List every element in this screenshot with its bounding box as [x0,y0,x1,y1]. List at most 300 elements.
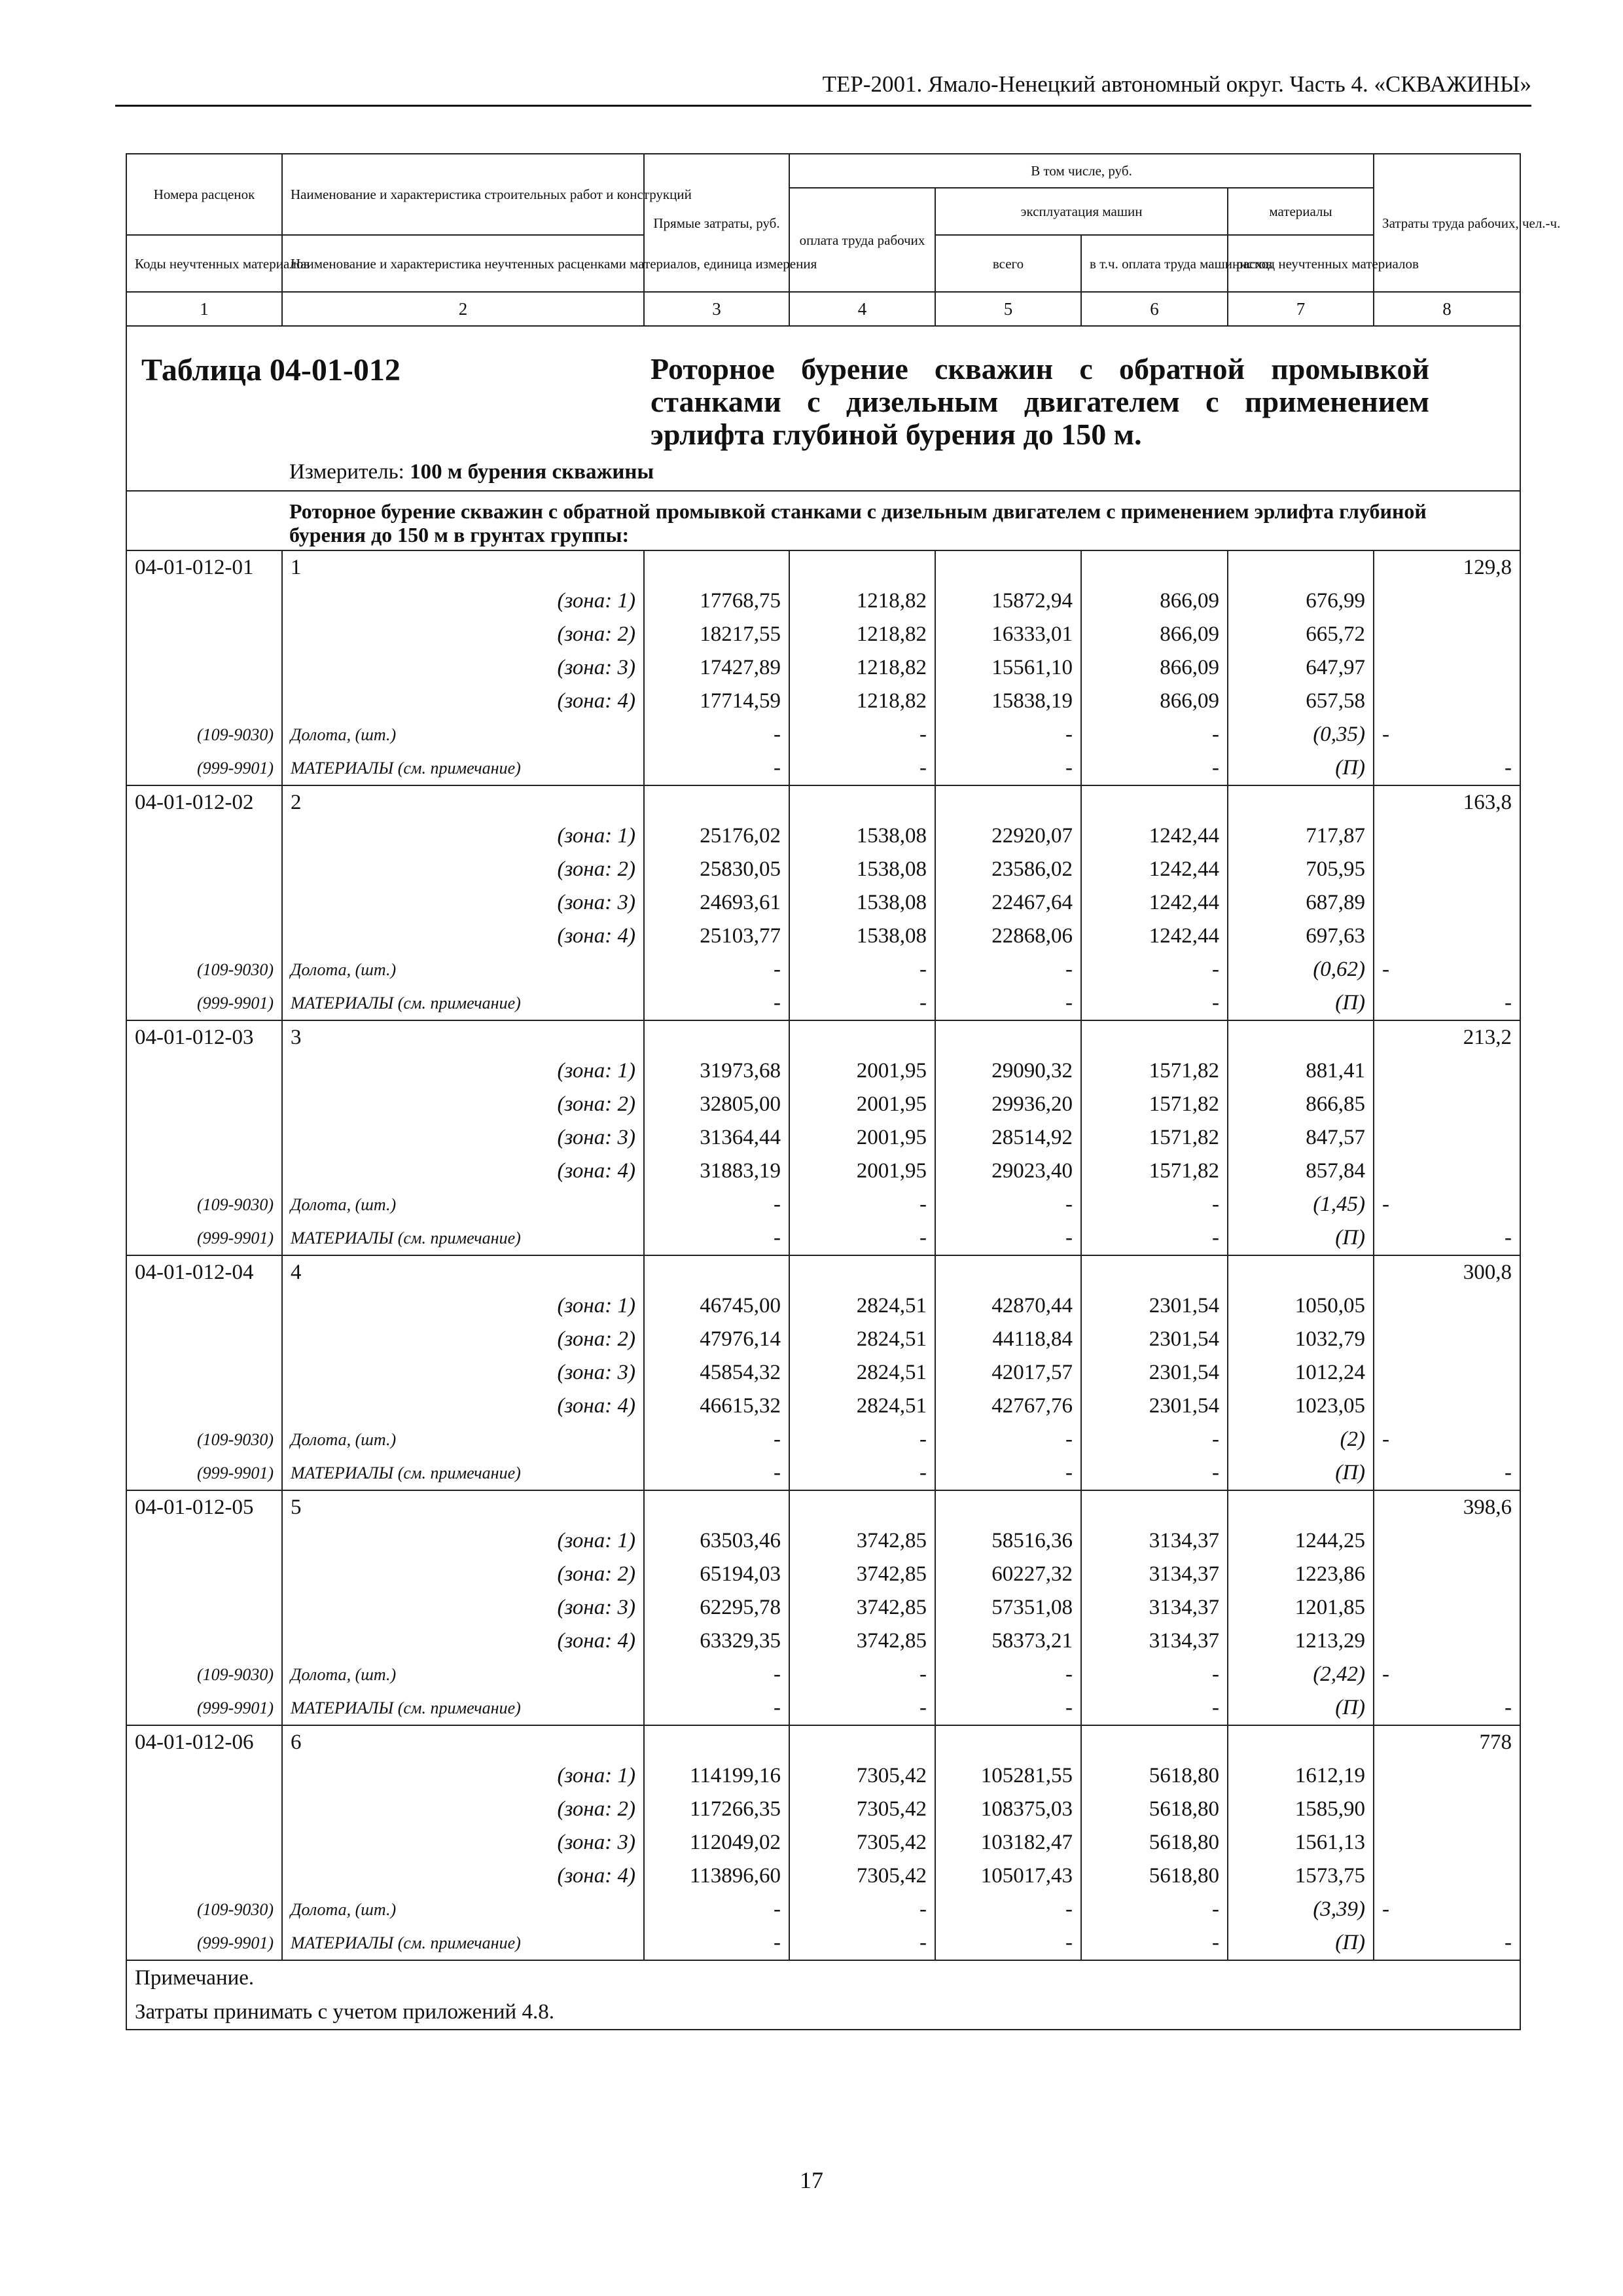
materials: 1573,75 [1228,1859,1374,1893]
table-subtitle-block [126,491,1520,550]
direct-costs: 31973,68 [644,1054,789,1088]
materials: 1050,05 [1228,1289,1374,1323]
materials: 647,97 [1228,651,1374,685]
zone-label: (зона: 3) [282,1121,644,1155]
direct-costs: 46615,32 [644,1390,789,1423]
wages: 1538,08 [789,920,935,953]
zone-label: (зона: 4) [282,685,644,718]
empty-cell [644,785,789,819]
zone-label: (зона: 4) [282,1155,644,1188]
zone-row [126,1591,1520,1624]
zone-label: (зона: 4) [282,1390,644,1423]
machines-total: 42767,76 [935,1390,1081,1423]
machinists-wages: 1242,44 [1081,819,1228,853]
machines-total: 15838,19 [935,685,1081,718]
rate-row [126,550,1520,584]
direct-costs: 17768,75 [644,584,789,618]
empty-cell [644,1255,789,1289]
machines-total: 42870,44 [935,1289,1081,1323]
empty-cell [126,1826,282,1859]
empty-cell [1374,920,1520,953]
materials: 881,41 [1228,1054,1374,1088]
header-materials: материалы [1228,188,1374,235]
empty-cell [1374,853,1520,886]
empty-cell [1081,1725,1228,1759]
header-rule [115,105,1531,107]
zone-label: (зона: 1) [282,1289,644,1323]
header-direct-costs: Прямые затраты, руб. [644,154,789,292]
zone-label: (зона: 1) [282,819,644,853]
empty-cell [1081,1020,1228,1054]
header-material-codes: Коды неучтенных материалов [126,235,282,292]
dash: - [1374,1221,1520,1255]
dash: - [1081,1893,1228,1926]
material-name: Долота, (шт.) [282,1188,644,1221]
dash: - [644,1188,789,1221]
rates-table [126,153,1561,2030]
zone-label: (зона: 2) [282,1323,644,1356]
empty-cell [1081,550,1228,584]
dash: - [789,953,935,986]
material-qty: (П) [1228,1926,1374,1960]
machinists-wages: 2301,54 [1081,1356,1228,1390]
empty-cell [126,1759,282,1793]
wages: 2001,95 [789,1088,935,1121]
material-name: МАТЕРИАЛЫ (см. примечание) [282,1456,644,1490]
machinists-wages: 2301,54 [1081,1390,1228,1423]
empty-cell [1374,1323,1520,1356]
empty-cell [789,785,935,819]
material-code: (109-9030) [126,1423,282,1456]
zone-row [126,1759,1520,1793]
soil-group: 6 [282,1725,644,1759]
rate-row [126,1020,1520,1054]
header-machines-total: всего [935,235,1081,292]
material-code: (109-9030) [126,1658,282,1691]
empty-cell [935,1490,1081,1524]
dash: - [935,986,1081,1020]
direct-costs: 32805,00 [644,1088,789,1121]
labor-cost: 129,8 [1374,550,1520,584]
wages: 1218,82 [789,651,935,685]
material-name: Долота, (шт.) [282,953,644,986]
zone-label: (зона: 2) [282,1793,644,1826]
dash: - [789,1456,935,1490]
dash: - [1374,1658,1520,1691]
empty-cell [126,1356,282,1390]
zone-label: (зона: 4) [282,1859,644,1893]
machines-total: 22467,64 [935,886,1081,920]
zone-label: (зона: 1) [282,1759,644,1793]
empty-cell [1228,1255,1374,1289]
empty-cell [1374,1289,1520,1323]
wages: 2001,95 [789,1121,935,1155]
empty-cell [1228,550,1374,584]
empty-cell [789,1020,935,1054]
empty-cell [1374,1624,1520,1658]
zone-label: (зона: 3) [282,886,644,920]
zone-row [126,618,1520,651]
dash: - [644,1893,789,1926]
materials: 866,85 [1228,1088,1374,1121]
empty-cell [1228,1490,1374,1524]
empty-cell [935,1725,1081,1759]
materials: 687,89 [1228,886,1374,920]
empty-cell [1374,618,1520,651]
machines-total: 58516,36 [935,1524,1081,1558]
materials: 1201,85 [1228,1591,1374,1624]
direct-costs: 65194,03 [644,1558,789,1591]
empty-cell [126,1054,282,1088]
direct-costs: 31364,44 [644,1121,789,1155]
soil-group: 5 [282,1490,644,1524]
dash: - [644,1456,789,1490]
dash: - [789,1221,935,1255]
dash: - [935,1456,1081,1490]
measure-unit [289,459,654,485]
material-name: МАТЕРИАЛЫ (см. примечание) [282,751,644,785]
empty-cell [126,1558,282,1591]
machinists-wages: 5618,80 [1081,1793,1228,1826]
zone-label: (зона: 3) [282,1591,644,1624]
materials: 665,72 [1228,618,1374,651]
empty-cell [126,819,282,853]
dash: - [935,1691,1081,1725]
material-qty: (П) [1228,1691,1374,1725]
soil-group: 3 [282,1020,644,1054]
rate-row [126,1255,1520,1289]
dash: - [935,1423,1081,1456]
dash: - [935,1188,1081,1221]
empty-cell [1374,1558,1520,1591]
dash: - [1374,1188,1520,1221]
header-rate-numbers: Номера расценок [126,154,282,235]
empty-cell [126,853,282,886]
direct-costs: 63329,35 [644,1624,789,1658]
machinists-wages: 2301,54 [1081,1323,1228,1356]
materials: 1585,90 [1228,1793,1374,1826]
machines-total: 16333,01 [935,618,1081,651]
dash: - [789,1658,935,1691]
zone-row [126,1356,1520,1390]
zone-row [126,1524,1520,1558]
measure-unit-label: Измеритель: [289,460,404,484]
material-code: (109-9030) [126,953,282,986]
materials: 1244,25 [1228,1524,1374,1558]
labor-cost: 163,8 [1374,785,1520,819]
material-name: Долота, (шт.) [282,1893,644,1926]
wages: 1538,08 [789,886,935,920]
zone-row [126,1289,1520,1323]
material-qty: (2,42) [1228,1658,1374,1691]
dash: - [644,751,789,785]
material-row-other [126,986,1520,1020]
empty-cell [644,1020,789,1054]
empty-cell [126,1793,282,1826]
wages: 1218,82 [789,618,935,651]
machinists-wages: 3134,37 [1081,1591,1228,1624]
empty-cell [1374,1826,1520,1859]
material-qty: (П) [1228,1221,1374,1255]
header-machines: эксплуатация машин [935,188,1228,235]
machinists-wages: 866,09 [1081,618,1228,651]
material-name: МАТЕРИАЛЫ (см. примечание) [282,1926,644,1960]
empty-cell [1374,1591,1520,1624]
direct-costs: 25103,77 [644,920,789,953]
empty-cell [126,886,282,920]
header-including: В том числе, руб. [789,154,1374,188]
wages: 1538,08 [789,819,935,853]
material-code: (999-9901) [126,1221,282,1255]
dash: - [935,1221,1081,1255]
rate-row [126,1490,1520,1524]
zone-row [126,1793,1520,1826]
wages: 2001,95 [789,1155,935,1188]
empty-cell [1374,886,1520,920]
empty-cell [789,1490,935,1524]
rate-code: 04-01-012-05 [126,1490,282,1524]
material-code: (999-9901) [126,1926,282,1960]
empty-cell [644,550,789,584]
empty-cell [126,651,282,685]
column-numbers-row [126,292,1520,326]
note-title: Примечание. [126,1960,1520,1995]
zone-row [126,853,1520,886]
material-name: МАТЕРИАЛЫ (см. примечание) [282,986,644,1020]
machinists-wages: 866,09 [1081,685,1228,718]
dash: - [1081,718,1228,751]
dash: - [935,1893,1081,1926]
material-qty: (П) [1228,751,1374,785]
material-name: МАТЕРИАЛЫ (см. примечание) [282,1691,644,1725]
machines-total: 57351,08 [935,1591,1081,1624]
zone-row [126,1323,1520,1356]
empty-cell [1374,1390,1520,1423]
dash: - [789,1926,935,1960]
zone-row [126,1624,1520,1658]
zone-label: (зона: 2) [282,1088,644,1121]
dash: - [789,751,935,785]
wages: 7305,42 [789,1759,935,1793]
materials: 1223,86 [1228,1558,1374,1591]
machinists-wages: 5618,80 [1081,1826,1228,1859]
wages: 2824,51 [789,1323,935,1356]
empty-cell [1374,819,1520,853]
dash: - [789,718,935,751]
zone-row [126,886,1520,920]
dash: - [1081,1456,1228,1490]
direct-costs: 25830,05 [644,853,789,886]
material-name: Долота, (шт.) [282,1423,644,1456]
zone-label: (зона: 1) [282,584,644,618]
labor-cost: 398,6 [1374,1490,1520,1524]
rate-code: 04-01-012-02 [126,785,282,819]
empty-cell [789,550,935,584]
wages: 2824,51 [789,1289,935,1323]
empty-cell [126,685,282,718]
direct-costs: 31883,19 [644,1155,789,1188]
zone-row [126,685,1520,718]
dash: - [1081,1423,1228,1456]
dash: - [1374,1423,1520,1456]
dash: - [789,1893,935,1926]
wages: 2824,51 [789,1356,935,1390]
direct-costs: 24693,61 [644,886,789,920]
dash: - [1081,1188,1228,1221]
soil-group: 4 [282,1255,644,1289]
empty-cell [1374,651,1520,685]
empty-cell [1081,785,1228,819]
material-code: (109-9030) [126,1893,282,1926]
dash: - [1081,953,1228,986]
machinists-wages: 1242,44 [1081,853,1228,886]
table-id: Таблица 04-01-012 [141,353,401,387]
direct-costs: 47976,14 [644,1323,789,1356]
machines-total: 29023,40 [935,1155,1081,1188]
header-wages: оплата труда рабочих [789,188,935,292]
empty-cell [789,1725,935,1759]
direct-costs: 62295,78 [644,1591,789,1624]
empty-cell [1374,1759,1520,1793]
column-number: 6 [1081,292,1228,326]
dash: - [935,751,1081,785]
dash: - [1374,1456,1520,1490]
material-code: (109-9030) [126,718,282,751]
dash: - [935,1926,1081,1960]
empty-cell [1374,1859,1520,1893]
dash: - [1374,986,1520,1020]
empty-cell [644,1490,789,1524]
empty-cell [644,1725,789,1759]
machines-total: 28514,92 [935,1121,1081,1155]
dash: - [1374,1893,1520,1926]
zone-row [126,920,1520,953]
material-qty: (0,62) [1228,953,1374,986]
zone-label: (зона: 2) [282,618,644,651]
soil-group: 1 [282,550,644,584]
empty-cell [1374,1524,1520,1558]
soil-group: 2 [282,785,644,819]
dash: - [935,1658,1081,1691]
material-row-other [126,1926,1520,1960]
wages: 1218,82 [789,685,935,718]
zone-label: (зона: 2) [282,853,644,886]
running-head: ТЕР-2001. Ямало-Ненецкий автономный округ. Часть 4. «СКВАЖИНЫ» [822,71,1531,97]
zone-label: (зона: 1) [282,1524,644,1558]
dash: - [644,1926,789,1960]
empty-cell [1374,1793,1520,1826]
material-code: (999-9901) [126,751,282,785]
zone-row [126,1558,1520,1591]
material-row-bits [126,953,1520,986]
machinists-wages: 3134,37 [1081,1624,1228,1658]
machinists-wages: 1571,82 [1081,1121,1228,1155]
machines-total: 58373,21 [935,1624,1081,1658]
wages: 1538,08 [789,853,935,886]
empty-cell [126,1121,282,1155]
wages: 7305,42 [789,1859,935,1893]
dash: - [1081,1691,1228,1725]
empty-cell [126,1323,282,1356]
dash: - [789,1423,935,1456]
empty-cell [1228,1020,1374,1054]
materials: 857,84 [1228,1155,1374,1188]
dash: - [644,986,789,1020]
machines-total: 105281,55 [935,1759,1081,1793]
zone-label: (зона: 4) [282,1624,644,1658]
wages: 2001,95 [789,1054,935,1088]
rate-code: 04-01-012-03 [126,1020,282,1054]
column-number: 5 [935,292,1081,326]
empty-cell [1374,1121,1520,1155]
direct-costs: 45854,32 [644,1356,789,1390]
zone-row [126,1054,1520,1088]
dash: - [789,986,935,1020]
machines-total: 15561,10 [935,651,1081,685]
direct-costs: 114199,16 [644,1759,789,1793]
machines-total: 29936,20 [935,1088,1081,1121]
material-name: МАТЕРИАЛЫ (см. примечание) [282,1221,644,1255]
dash: - [789,1188,935,1221]
empty-cell [126,1289,282,1323]
material-code: (109-9030) [126,1188,282,1221]
column-number: 8 [1374,292,1520,326]
materials: 1561,13 [1228,1826,1374,1859]
wages: 2824,51 [789,1390,935,1423]
zone-row [126,584,1520,618]
column-number: 2 [282,292,644,326]
empty-cell [1081,1490,1228,1524]
materials: 1012,24 [1228,1356,1374,1390]
dash: - [935,718,1081,751]
header-work-name: Наименование и характеристика строительных работ и конструкций [282,154,644,235]
zone-row [126,1155,1520,1188]
empty-cell [126,1859,282,1893]
machines-total: 103182,47 [935,1826,1081,1859]
direct-costs: 112049,02 [644,1826,789,1859]
empty-cell [126,1524,282,1558]
dash: - [644,718,789,751]
material-code: (999-9901) [126,1691,282,1725]
dash: - [1374,751,1520,785]
dash: - [1374,953,1520,986]
rate-row [126,1725,1520,1759]
empty-cell [1228,785,1374,819]
zone-row [126,1390,1520,1423]
machinists-wages: 1571,82 [1081,1088,1228,1121]
wages: 1218,82 [789,584,935,618]
zone-row [126,1826,1520,1859]
material-row-other [126,1456,1520,1490]
zone-label: (зона: 1) [282,1054,644,1088]
material-qty: (0,35) [1228,718,1374,751]
material-row-other [126,751,1520,785]
dash: - [644,1691,789,1725]
machines-total: 60227,32 [935,1558,1081,1591]
empty-cell [935,785,1081,819]
machinists-wages: 3134,37 [1081,1558,1228,1591]
machines-total: 22920,07 [935,819,1081,853]
labor-cost: 213,2 [1374,1020,1520,1054]
machines-total: 108375,03 [935,1793,1081,1826]
materials: 717,87 [1228,819,1374,853]
material-qty: (2) [1228,1423,1374,1456]
material-name: Долота, (шт.) [282,1658,644,1691]
page-number: 17 [800,2167,823,2193]
empty-cell [126,584,282,618]
machines-total: 42017,57 [935,1356,1081,1390]
header-material-names: Наименование и характеристика неучтенных расценками материалов, единица измерения [282,235,644,292]
